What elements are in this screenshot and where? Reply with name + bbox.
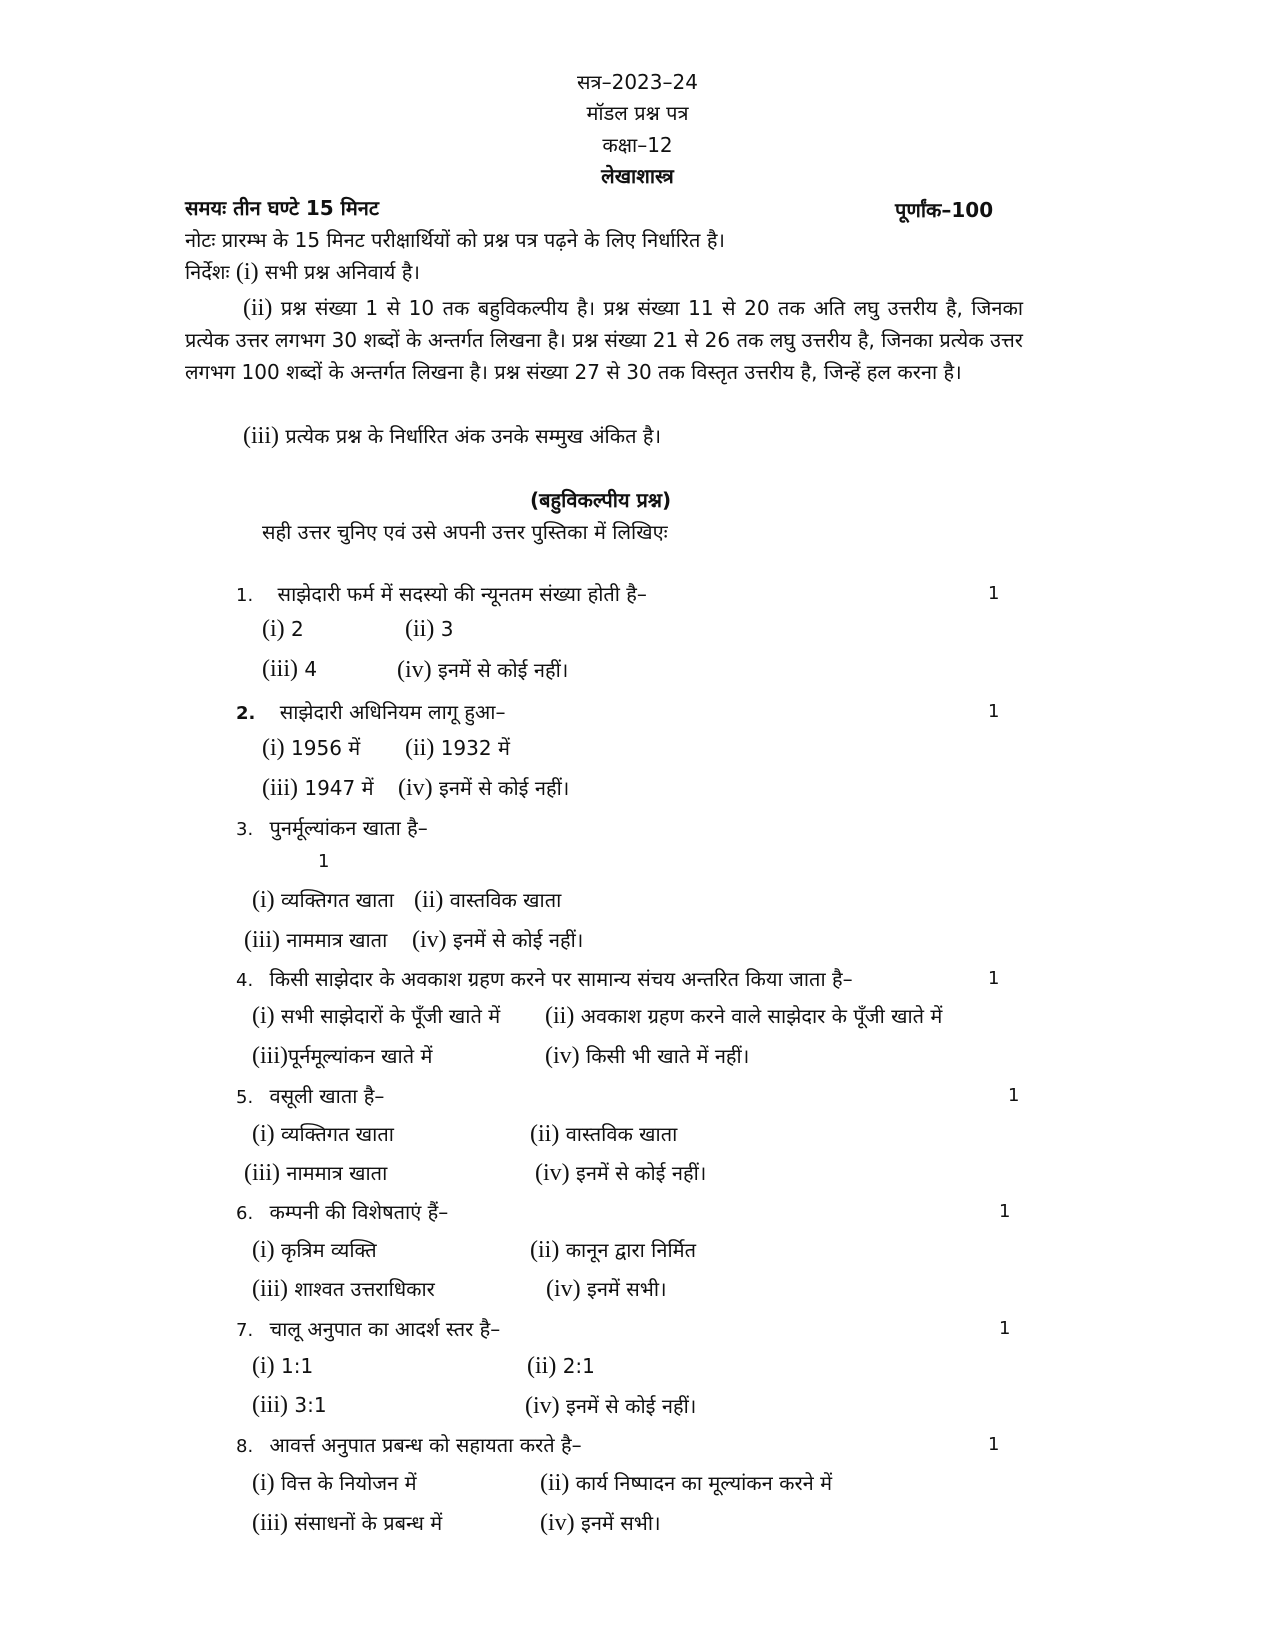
question-5 <box>236 1082 384 1109</box>
question-5-option-iv: (iv) इनमें से कोई नहीं। <box>535 1160 707 1186</box>
question-3-option-iii: (iii) नाममात्र खाता <box>244 927 388 953</box>
question-8 <box>236 1431 582 1458</box>
question-8-option-iv: (iv) इनमें सभी। <box>540 1510 661 1536</box>
question-4-text: किसी साझेदार के अवकाश ग्रहण करने पर सामान्य संचय अन्तरित किया जाता है– <box>269 967 853 991</box>
question-1 <box>236 580 647 607</box>
question-8-text: आवर्त्त अनुपात प्रबन्ध को सहायता करते है– <box>269 1433 582 1457</box>
instruction-1-text: सभी प्रश्न अनिवार्य है। <box>264 260 420 284</box>
question-7-option-iv: (iv) इनमें से कोई नहीं। <box>525 1393 697 1419</box>
instruction-3 <box>243 422 661 450</box>
paper-type-heading: मॉडल प्रश्न पत्र <box>586 101 689 125</box>
question-6-marks: 1 <box>999 1201 1011 1222</box>
instruction-2-number: (ii) <box>243 295 273 321</box>
question-8-marks: 1 <box>988 1434 1000 1455</box>
class-heading: कक्षा–12 <box>602 133 673 157</box>
question-3 <box>236 814 428 841</box>
instruction-2 <box>185 292 1023 388</box>
question-6 <box>236 1198 448 1225</box>
question-5-option-iii: (iii) नाममात्र खाता <box>244 1160 388 1186</box>
question-5-marks: 1 <box>1008 1085 1020 1106</box>
question-7-number: 7. <box>236 1320 254 1341</box>
question-8-number: 8. <box>236 1436 254 1457</box>
question-1-marks: 1 <box>988 583 1000 604</box>
question-2-option-iii: (iii) 1947 में <box>262 775 374 801</box>
question-5-number: 5. <box>236 1087 254 1108</box>
question-2 <box>236 698 505 725</box>
time-allowed: समयः तीन घण्टे 15 मिनट <box>185 196 379 220</box>
question-4-option-iv: (iv) किसी भी खाते में नहीं। <box>545 1043 750 1069</box>
question-4 <box>236 965 853 992</box>
question-1-text: साझेदारी फर्म में सदस्यो की न्यूनतम संख्या होती है– <box>277 582 647 606</box>
question-3-marks: 1 <box>318 851 330 872</box>
question-8-option-iii: (iii) संसाधनों के प्रबन्ध में <box>252 1510 443 1536</box>
question-6-option-i: (i) कृत्रिम व्यक्ति <box>252 1237 377 1263</box>
question-2-text: साझेदारी अधिनियम लागू हुआ– <box>279 700 506 724</box>
question-4-marks: 1 <box>988 968 1000 989</box>
question-1-number: 1. <box>236 585 254 606</box>
instruction-2-text: प्रश्न संख्या 1 से 10 तक बहुविकल्पीय है। प्रश्न संख्या 11 से 20 तक अति लघु उत्तरीय है, जिनका प्रत्येक उत्तर लगभग 30 शब्दों के अन्तर्गत लिखना है। प्रश्न संख्या 21 से 26 तक लघु उत्तरीय है, जिनका प्रत्येक उत्तर लगभग 100 शब्दों के अन्तर्गत लिखना है। प्रश्न संख्या 27 से 30 तक विस्तृत उत्तरीय है, जिन्हें हल करना है। <box>185 296 1023 384</box>
question-8-option-i: (i) वित्त के नियोजन में <box>252 1470 417 1496</box>
question-3-text: पुनर्मूल्यांकन खाता है– <box>269 816 428 840</box>
question-4-option-iii: (iii)पूर्नमूल्यांकन खाते में <box>252 1043 433 1069</box>
instruction-3-text: प्रत्येक प्रश्न के निर्धारित अंक उनके सम्मुख अंकित है। <box>285 424 662 448</box>
question-5-option-ii: (ii) वास्तविक खाता <box>530 1121 678 1147</box>
question-1-option-i: (i) 2 <box>262 616 304 642</box>
question-7 <box>236 1315 500 1342</box>
question-2-number: 2. <box>236 703 256 724</box>
question-6-option-iv: (iv) इनमें सभी। <box>546 1276 667 1302</box>
question-6-option-ii: (ii) कानून द्वारा निर्मित <box>530 1237 697 1263</box>
question-6-number: 6. <box>236 1203 254 1224</box>
question-1-option-iii: (iii) 4 <box>262 656 318 682</box>
question-7-option-ii: (ii) 2:1 <box>527 1353 595 1379</box>
question-2-option-ii: (ii) 1932 में <box>405 735 510 761</box>
question-4-option-ii: (ii) अवकाश ग्रहण करने वाले साझेदार के पूँजी खाते में <box>545 1003 943 1029</box>
question-7-marks: 1 <box>999 1318 1011 1339</box>
question-7-option-i: (i) 1:1 <box>252 1353 314 1379</box>
session-heading: सत्र–2023–24 <box>577 70 698 94</box>
section-instruction: सही उत्तर चुनिए एवं उसे अपनी उत्तर पुस्तिका में लिखिएः <box>262 520 668 544</box>
question-3-option-ii: (ii) वास्तविक खाता <box>414 887 562 913</box>
instruction-1-number: (i) <box>235 259 259 285</box>
question-6-text: कम्पनी की विशेषताएं हैं– <box>269 1200 449 1224</box>
question-5-text: वसूली खाता है– <box>269 1084 385 1108</box>
question-3-option-iv: (iv) इनमें से कोई नहीं। <box>412 927 584 953</box>
question-7-option-iii: (iii) 3:1 <box>252 1392 327 1418</box>
question-2-option-iv: (iv) इनमें से कोई नहीं। <box>398 775 570 801</box>
section-title: (बहुविकल्पीय प्रश्न) <box>530 488 672 512</box>
instruction-3-number: (iii) <box>243 423 279 449</box>
subject-heading: लेखाशास्त्र <box>601 164 674 188</box>
question-1-option-ii: (ii) 3 <box>405 616 454 642</box>
question-5-option-i: (i) व्यक्तिगत खाता <box>252 1121 394 1147</box>
question-6-option-iii: (iii) शाश्वत उत्तराधिकार <box>252 1276 435 1302</box>
question-3-option-i: (i) व्यक्तिगत खाता <box>252 887 394 913</box>
instruction-1 <box>185 258 420 286</box>
question-7-text: चालू अनुपात का आदर्श स्तर है– <box>269 1317 501 1341</box>
question-4-number: 4. <box>236 970 254 991</box>
question-2-marks: 1 <box>988 701 1000 722</box>
instructions-heading: निर्देशः <box>185 260 230 284</box>
question-1-option-iv: (iv) इनमें से कोई नहीं। <box>397 657 569 683</box>
question-4-option-i: (i) सभी साझेदारों के पूँजी खाते में <box>252 1003 501 1029</box>
question-8-option-ii: (ii) कार्य निष्पादन का मूल्यांकन करने में <box>540 1470 833 1496</box>
question-2-option-i: (i) 1956 में <box>262 735 361 761</box>
max-marks: पूर्णांक–100 <box>895 198 994 222</box>
note-text: नोटः प्रारम्भ के 15 मिनट परीक्षार्थियों को प्रश्न पत्र पढ़ने के लिए निर्धारित है। <box>185 228 726 252</box>
question-3-number: 3. <box>236 819 254 840</box>
